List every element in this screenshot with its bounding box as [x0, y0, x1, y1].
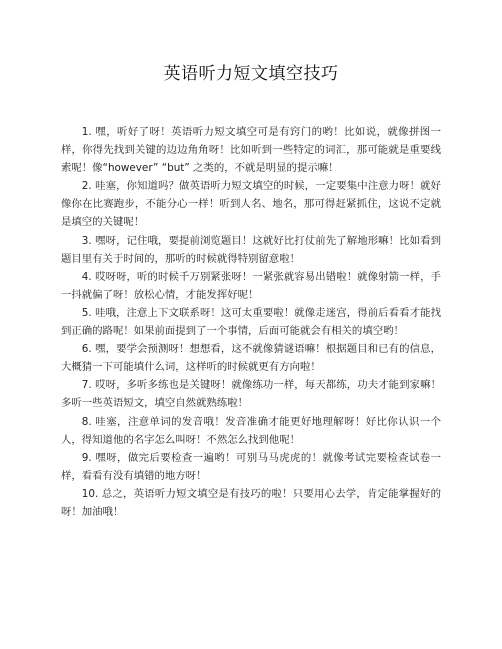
paragraph-10: 10. 总之，英语听力短文填空是有技巧的啦！只要用心去学，肯定能掌握好的呀！加油哦！	[61, 487, 441, 518]
document-body	[61, 123, 441, 521]
paragraph-6: 6. 嘿，要学会预测呀！想想看，这不就像猜谜语嘛！根据题目和已有的信息，大概猜一下可能填什么词，这样听的时候就更有方向啦！	[61, 343, 441, 374]
paragraph-4: 4. 哎呀呀，听的时候千万别紧张呀！一紧张就容易出错啦！就像射箭一样，手一抖就偏了呀！放松心情，才能发挥好呢！	[61, 270, 441, 301]
paragraph-2: 2. 哇塞，你知道吗？做英语听力短文填空的时候，一定要集中注意力呀！就好像你在比赛跑步，不能分心一样！听到人名、地名，那可得赶紧抓住，这说不定就是填空的关键呢！	[61, 180, 441, 229]
document-title: 英语听力短文填空技巧	[163, 64, 339, 84]
paragraph-7: 7. 哎呀，多听多练也是关键呀！就像练功一样，每天都练，功夫才能到家嘛！多听一些英语短文，填空自然就熟练啦！	[61, 379, 441, 410]
paragraph-8: 8. 哇塞，注意单词的发音哦！发音准确才能更好地理解呀！好比你认识一个人，得知道他的名字怎么叫呀！不然怎么找到他呢！	[61, 415, 441, 446]
paragraph-5: 5. 哇哦，注意上下文联系呀！这可太重要啦！就像走迷宫，得前后看看才能找到正确的路呢！如果前面提到了一个事情，后面可能就会有相关的填空哟！	[61, 306, 441, 338]
paragraph-9: 9. 嘿呀，做完后要检查一遍哟！可别马马虎虎的！就像考试完要检查试卷一样，看看有没有填错的地方呀！	[61, 451, 441, 482]
paragraph-3: 3. 嘿呀，记住哦，要提前浏览题目！这就好比打仗前先了解地形嘛！比如看到题目里有关于时间的，那听的时候就得特别留意啦！	[61, 234, 441, 265]
paragraph-1: 1. 嘿，听好了呀！英语听力短文填空可是有窍门的哟！比如说，就像拼图一样，你得先找到关键的边边角角呀！比如听到一些特定的词汇，那可能就是重要线索呢！像“however” “but” 之类的，不就是明显的提示嘛！	[61, 126, 441, 175]
